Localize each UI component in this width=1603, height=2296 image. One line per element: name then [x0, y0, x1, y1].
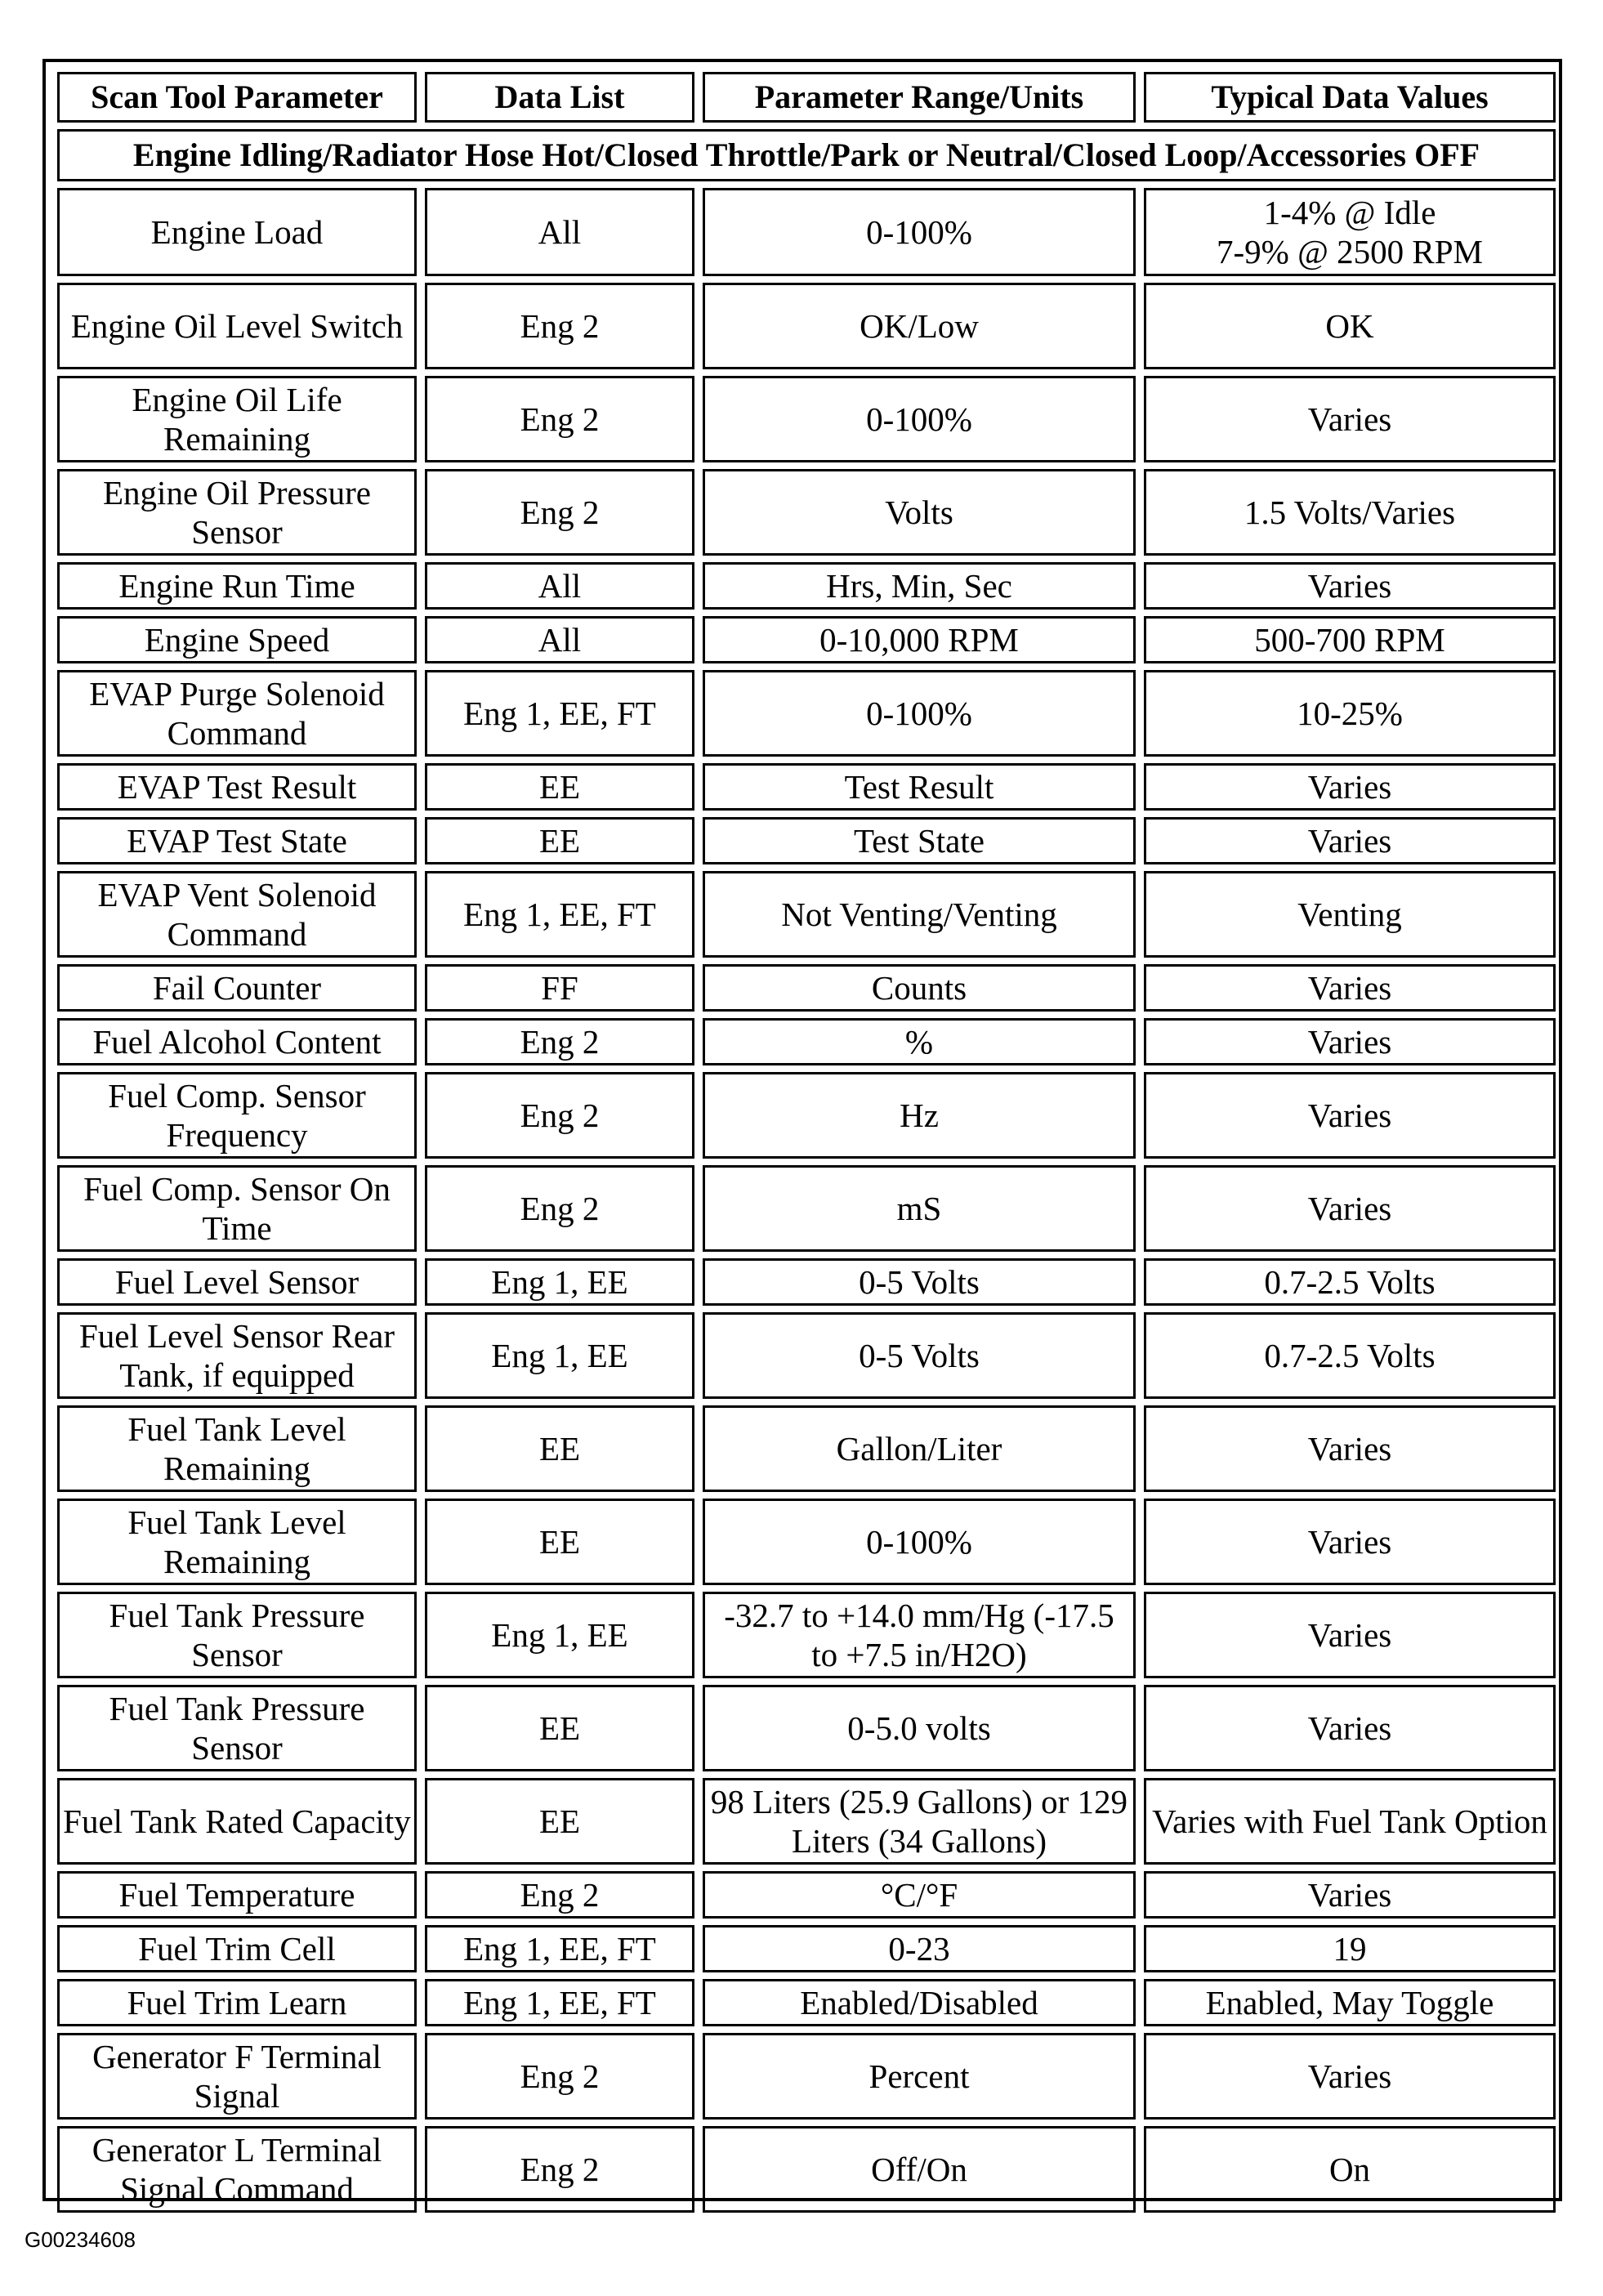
data-list-cell: All: [425, 562, 694, 610]
typical-value-cell: 1.5 Volts/Varies: [1144, 469, 1556, 556]
range-units-cell: Test State: [703, 817, 1136, 864]
header-parameter: Scan Tool Parameter: [57, 72, 417, 123]
range-units-cell: Percent: [703, 2033, 1136, 2120]
typical-value-cell: On: [1144, 2126, 1556, 2213]
table-row: [57, 1499, 1556, 1585]
figure-id: G00234608: [25, 2227, 136, 2252]
table-row: [57, 1925, 1556, 1972]
data-list-cell: EE: [425, 1405, 694, 1492]
range-units-cell: Not Venting/Venting: [703, 871, 1136, 958]
table-row: [57, 1979, 1556, 2026]
data-list-cell: Eng 2: [425, 2033, 694, 2120]
parameter-cell: Fuel Tank Pressure Sensor: [57, 1592, 417, 1678]
table-row: [57, 1258, 1556, 1306]
parameter-cell: Fuel Tank Rated Capacity: [57, 1778, 417, 1865]
parameter-cell: Generator L Terminal Signal Command: [57, 2126, 417, 2213]
typical-value-cell: Varies: [1144, 562, 1556, 610]
table-row: [57, 376, 1556, 462]
scan-tool-table: [49, 65, 1564, 2219]
table-row: [57, 1165, 1556, 1252]
range-units-cell: 0-5 Volts: [703, 1312, 1136, 1399]
parameter-cell: Engine Load: [57, 188, 417, 276]
parameter-cell: Engine Oil Level Switch: [57, 283, 417, 369]
parameter-cell: Engine Oil Pressure Sensor: [57, 469, 417, 556]
parameter-cell: Engine Oil Life Remaining: [57, 376, 417, 462]
typical-value-cell: 10-25%: [1144, 670, 1556, 757]
data-list-cell: Eng 1, EE: [425, 1312, 694, 1399]
range-units-cell: Volts: [703, 469, 1136, 556]
range-units-cell: 98 Liters (25.9 Gallons) or 129 Liters (34 Gallons): [703, 1778, 1136, 1865]
parameter-cell: EVAP Purge Solenoid Command: [57, 670, 417, 757]
header-data-list: Data List: [425, 72, 694, 123]
table-row: [57, 2126, 1556, 2213]
table-row: [57, 2033, 1556, 2120]
data-list-cell: Eng 1, EE, FT: [425, 670, 694, 757]
data-list-cell: Eng 1, EE, FT: [425, 871, 694, 958]
typical-value-cell: Varies: [1144, 763, 1556, 811]
typical-value-cell: 19: [1144, 1925, 1556, 1972]
parameter-cell: Fuel Comp. Sensor On Time: [57, 1165, 417, 1252]
parameter-cell: Fuel Level Sensor: [57, 1258, 417, 1306]
parameter-cell: Fuel Temperature: [57, 1871, 417, 1919]
table-row: [57, 964, 1556, 1012]
table-row: [57, 562, 1556, 610]
table-row: [57, 1312, 1556, 1399]
table-row: [57, 1018, 1556, 1065]
parameter-cell: Fuel Alcohol Content: [57, 1018, 417, 1065]
typical-value-cell: Varies with Fuel Tank Option: [1144, 1778, 1556, 1865]
table-row: [57, 817, 1556, 864]
table-row: [57, 670, 1556, 757]
typical-value-cell: Varies: [1144, 1499, 1556, 1585]
table-row: [57, 1592, 1556, 1678]
data-list-cell: FF: [425, 964, 694, 1012]
range-units-cell: OK/Low: [703, 283, 1136, 369]
parameter-cell: Fuel Trim Learn: [57, 1979, 417, 2026]
range-units-cell: %: [703, 1018, 1136, 1065]
parameter-cell: Fuel Trim Cell: [57, 1925, 417, 1972]
table-row: [57, 469, 1556, 556]
typical-value-cell: OK: [1144, 283, 1556, 369]
typical-value-cell: Varies: [1144, 1871, 1556, 1919]
range-units-cell: Hrs, Min, Sec: [703, 562, 1136, 610]
range-units-cell: Gallon/Liter: [703, 1405, 1136, 1492]
data-list-cell: Eng 2: [425, 1165, 694, 1252]
parameter-cell: Fuel Tank Pressure Sensor: [57, 1685, 417, 1771]
data-list-cell: Eng 2: [425, 2126, 694, 2213]
range-units-cell: mS: [703, 1165, 1136, 1252]
condition-cell: Engine Idling/Radiator Hose Hot/Closed Throttle/Park or Neutral/Closed Loop/Accessories OFF: [57, 129, 1556, 181]
range-units-cell: 0-100%: [703, 376, 1136, 462]
data-list-cell: Eng 1, EE, FT: [425, 1979, 694, 2026]
typical-value-cell: Varies: [1144, 1592, 1556, 1678]
table-row: [57, 1685, 1556, 1771]
typical-value-cell: Varies: [1144, 964, 1556, 1012]
typical-value-cell: Varies: [1144, 376, 1556, 462]
range-units-cell: °C/°F: [703, 1871, 1136, 1919]
range-units-cell: Hz: [703, 1072, 1136, 1159]
data-list-cell: EE: [425, 1499, 694, 1585]
parameter-cell: Fuel Comp. Sensor Frequency: [57, 1072, 417, 1159]
range-units-cell: Counts: [703, 964, 1136, 1012]
range-units-cell: Enabled/Disabled: [703, 1979, 1136, 2026]
table-row: [57, 616, 1556, 663]
condition-row: [57, 129, 1556, 181]
table-row: [57, 1778, 1556, 1865]
parameter-cell: EVAP Test Result: [57, 763, 417, 811]
table-row: [57, 188, 1556, 276]
table-row: [57, 1871, 1556, 1919]
data-list-cell: Eng 2: [425, 283, 694, 369]
table-row: [57, 1405, 1556, 1492]
typical-value-cell: Varies: [1144, 1165, 1556, 1252]
data-list-cell: EE: [425, 1778, 694, 1865]
range-units-cell: 0-5.0 volts: [703, 1685, 1136, 1771]
header-typical-values: Typical Data Values: [1144, 72, 1556, 123]
data-list-cell: Eng 2: [425, 469, 694, 556]
typical-value-cell: Enabled, May Toggle: [1144, 1979, 1556, 2026]
data-list-cell: Eng 1, EE: [425, 1592, 694, 1678]
data-list-cell: All: [425, 616, 694, 663]
data-list-cell: Eng 2: [425, 1072, 694, 1159]
parameter-cell: Generator F Terminal Signal: [57, 2033, 417, 2120]
parameter-cell: EVAP Vent Solenoid Command: [57, 871, 417, 958]
parameter-cell: Fuel Tank Level Remaining: [57, 1405, 417, 1492]
typical-value-cell: Varies: [1144, 1018, 1556, 1065]
table-row: [57, 763, 1556, 811]
range-units-cell: 0-10,000 RPM: [703, 616, 1136, 663]
data-list-cell: EE: [425, 763, 694, 811]
range-units-cell: 0-100%: [703, 1499, 1136, 1585]
typical-value-cell: Varies: [1144, 1072, 1556, 1159]
parameter-cell: Engine Speed: [57, 616, 417, 663]
typical-value-cell: Varies: [1144, 2033, 1556, 2120]
range-units-cell: 0-5 Volts: [703, 1258, 1136, 1306]
range-units-cell: 0-23: [703, 1925, 1136, 1972]
range-units-cell: Off/On: [703, 2126, 1136, 2213]
data-list-cell: Eng 2: [425, 1871, 694, 1919]
parameter-cell: EVAP Test State: [57, 817, 417, 864]
range-units-cell: Test Result: [703, 763, 1136, 811]
data-list-cell: Eng 1, EE: [425, 1258, 694, 1306]
data-list-cell: All: [425, 188, 694, 276]
data-list-cell: Eng 2: [425, 1018, 694, 1065]
parameter-cell: Fuel Level Sensor Rear Tank, if equipped: [57, 1312, 417, 1399]
range-units-cell: 0-100%: [703, 188, 1136, 276]
data-list-cell: EE: [425, 1685, 694, 1771]
typical-value-cell: Varies: [1144, 1405, 1556, 1492]
parameter-cell: Engine Run Time: [57, 562, 417, 610]
data-list-cell: Eng 1, EE, FT: [425, 1925, 694, 1972]
typical-value-cell: Varies: [1144, 817, 1556, 864]
typical-value-cell: 500-700 RPM: [1144, 616, 1556, 663]
parameter-cell: Fuel Tank Level Remaining: [57, 1499, 417, 1585]
typical-value-cell: Venting: [1144, 871, 1556, 958]
data-list-cell: EE: [425, 817, 694, 864]
range-units-cell: 0-100%: [703, 670, 1136, 757]
table-row: [57, 283, 1556, 369]
typical-value-cell: 0.7-2.5 Volts: [1144, 1312, 1556, 1399]
table-row: [57, 1072, 1556, 1159]
typical-value-cell: 1-4% @ Idle 7-9% @ 2500 RPM: [1144, 188, 1556, 276]
typical-value-cell: 0.7-2.5 Volts: [1144, 1258, 1556, 1306]
header-range-units: Parameter Range/Units: [703, 72, 1136, 123]
header-row: [57, 72, 1556, 123]
data-list-cell: Eng 2: [425, 376, 694, 462]
range-units-cell: -32.7 to +14.0 mm/Hg (-17.5 to +7.5 in/H2O): [703, 1592, 1136, 1678]
table-row: [57, 871, 1556, 958]
typical-value-cell: Varies: [1144, 1685, 1556, 1771]
parameter-cell: Fail Counter: [57, 964, 417, 1012]
